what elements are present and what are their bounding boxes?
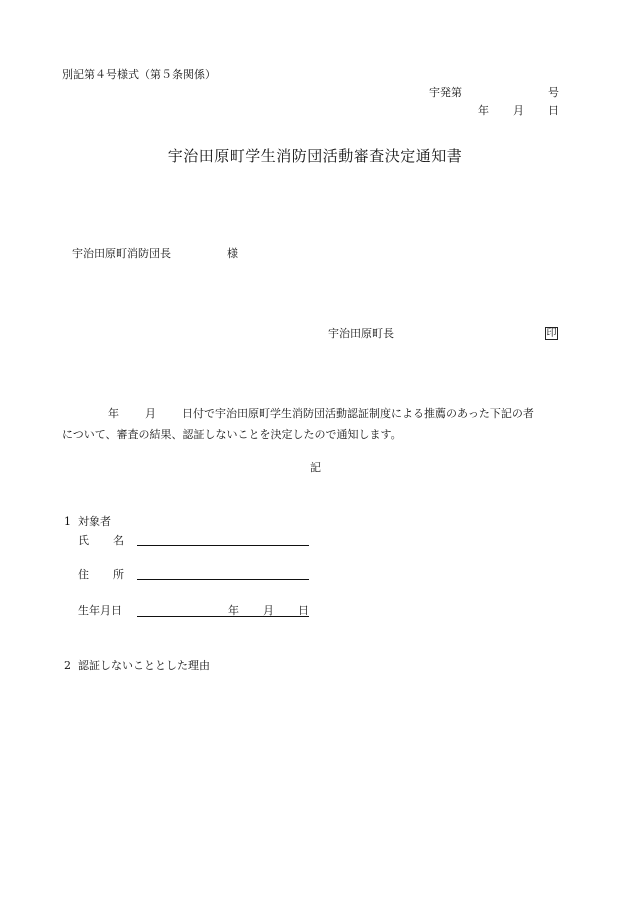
section1-number: 1 bbox=[64, 515, 71, 528]
birthdate-field-line[interactable] bbox=[137, 616, 309, 617]
doc-number-prefix: 宇発第 bbox=[429, 86, 462, 99]
body-year-label: 年 bbox=[108, 407, 119, 420]
name-field-line[interactable] bbox=[137, 545, 309, 546]
issuer-name: 宇治田原町長 bbox=[328, 327, 394, 340]
body-line1-text: 日付で宇治田原町学生消防団活動認証制度による推薦のあった下記の者 bbox=[182, 407, 534, 420]
birth-month-label: 月 bbox=[263, 604, 274, 617]
birth-year-label: 年 bbox=[228, 604, 239, 617]
addressee-name: 宇治田原町消防団長 bbox=[72, 247, 171, 260]
issuer-seal bbox=[545, 327, 558, 340]
addressee-honorific: 様 bbox=[227, 247, 238, 260]
date-year-label: 年 bbox=[478, 104, 489, 117]
address-field-line[interactable] bbox=[137, 579, 309, 580]
section1-heading: 対象者 bbox=[78, 515, 111, 528]
date-month-label: 月 bbox=[513, 104, 524, 117]
ki-label: 記 bbox=[310, 461, 321, 474]
name-label-first: 氏 bbox=[78, 534, 89, 547]
form-id: 別記第４号様式（第５条関係） bbox=[62, 68, 216, 81]
birthdate-label: 生年月日 bbox=[78, 604, 122, 617]
body-month-label: 月 bbox=[145, 407, 156, 420]
seal-mark: 印 bbox=[546, 328, 557, 339]
date-day-label: 日 bbox=[548, 104, 559, 117]
page-title: 宇治田原町学生消防団活動審査決定通知書 bbox=[167, 147, 463, 165]
name-label-second: 名 bbox=[113, 534, 124, 547]
address-label-second: 所 bbox=[113, 568, 124, 581]
section2-number: 2 bbox=[64, 659, 71, 672]
body-line2-text: について、審査の結果、認証しないことを決定したので通知します。 bbox=[62, 428, 402, 441]
address-label-first: 住 bbox=[78, 568, 89, 581]
section2-heading: 認証しないこととした理由 bbox=[78, 659, 210, 672]
doc-number-suffix: 号 bbox=[548, 86, 559, 99]
birth-day-label: 日 bbox=[298, 604, 309, 617]
